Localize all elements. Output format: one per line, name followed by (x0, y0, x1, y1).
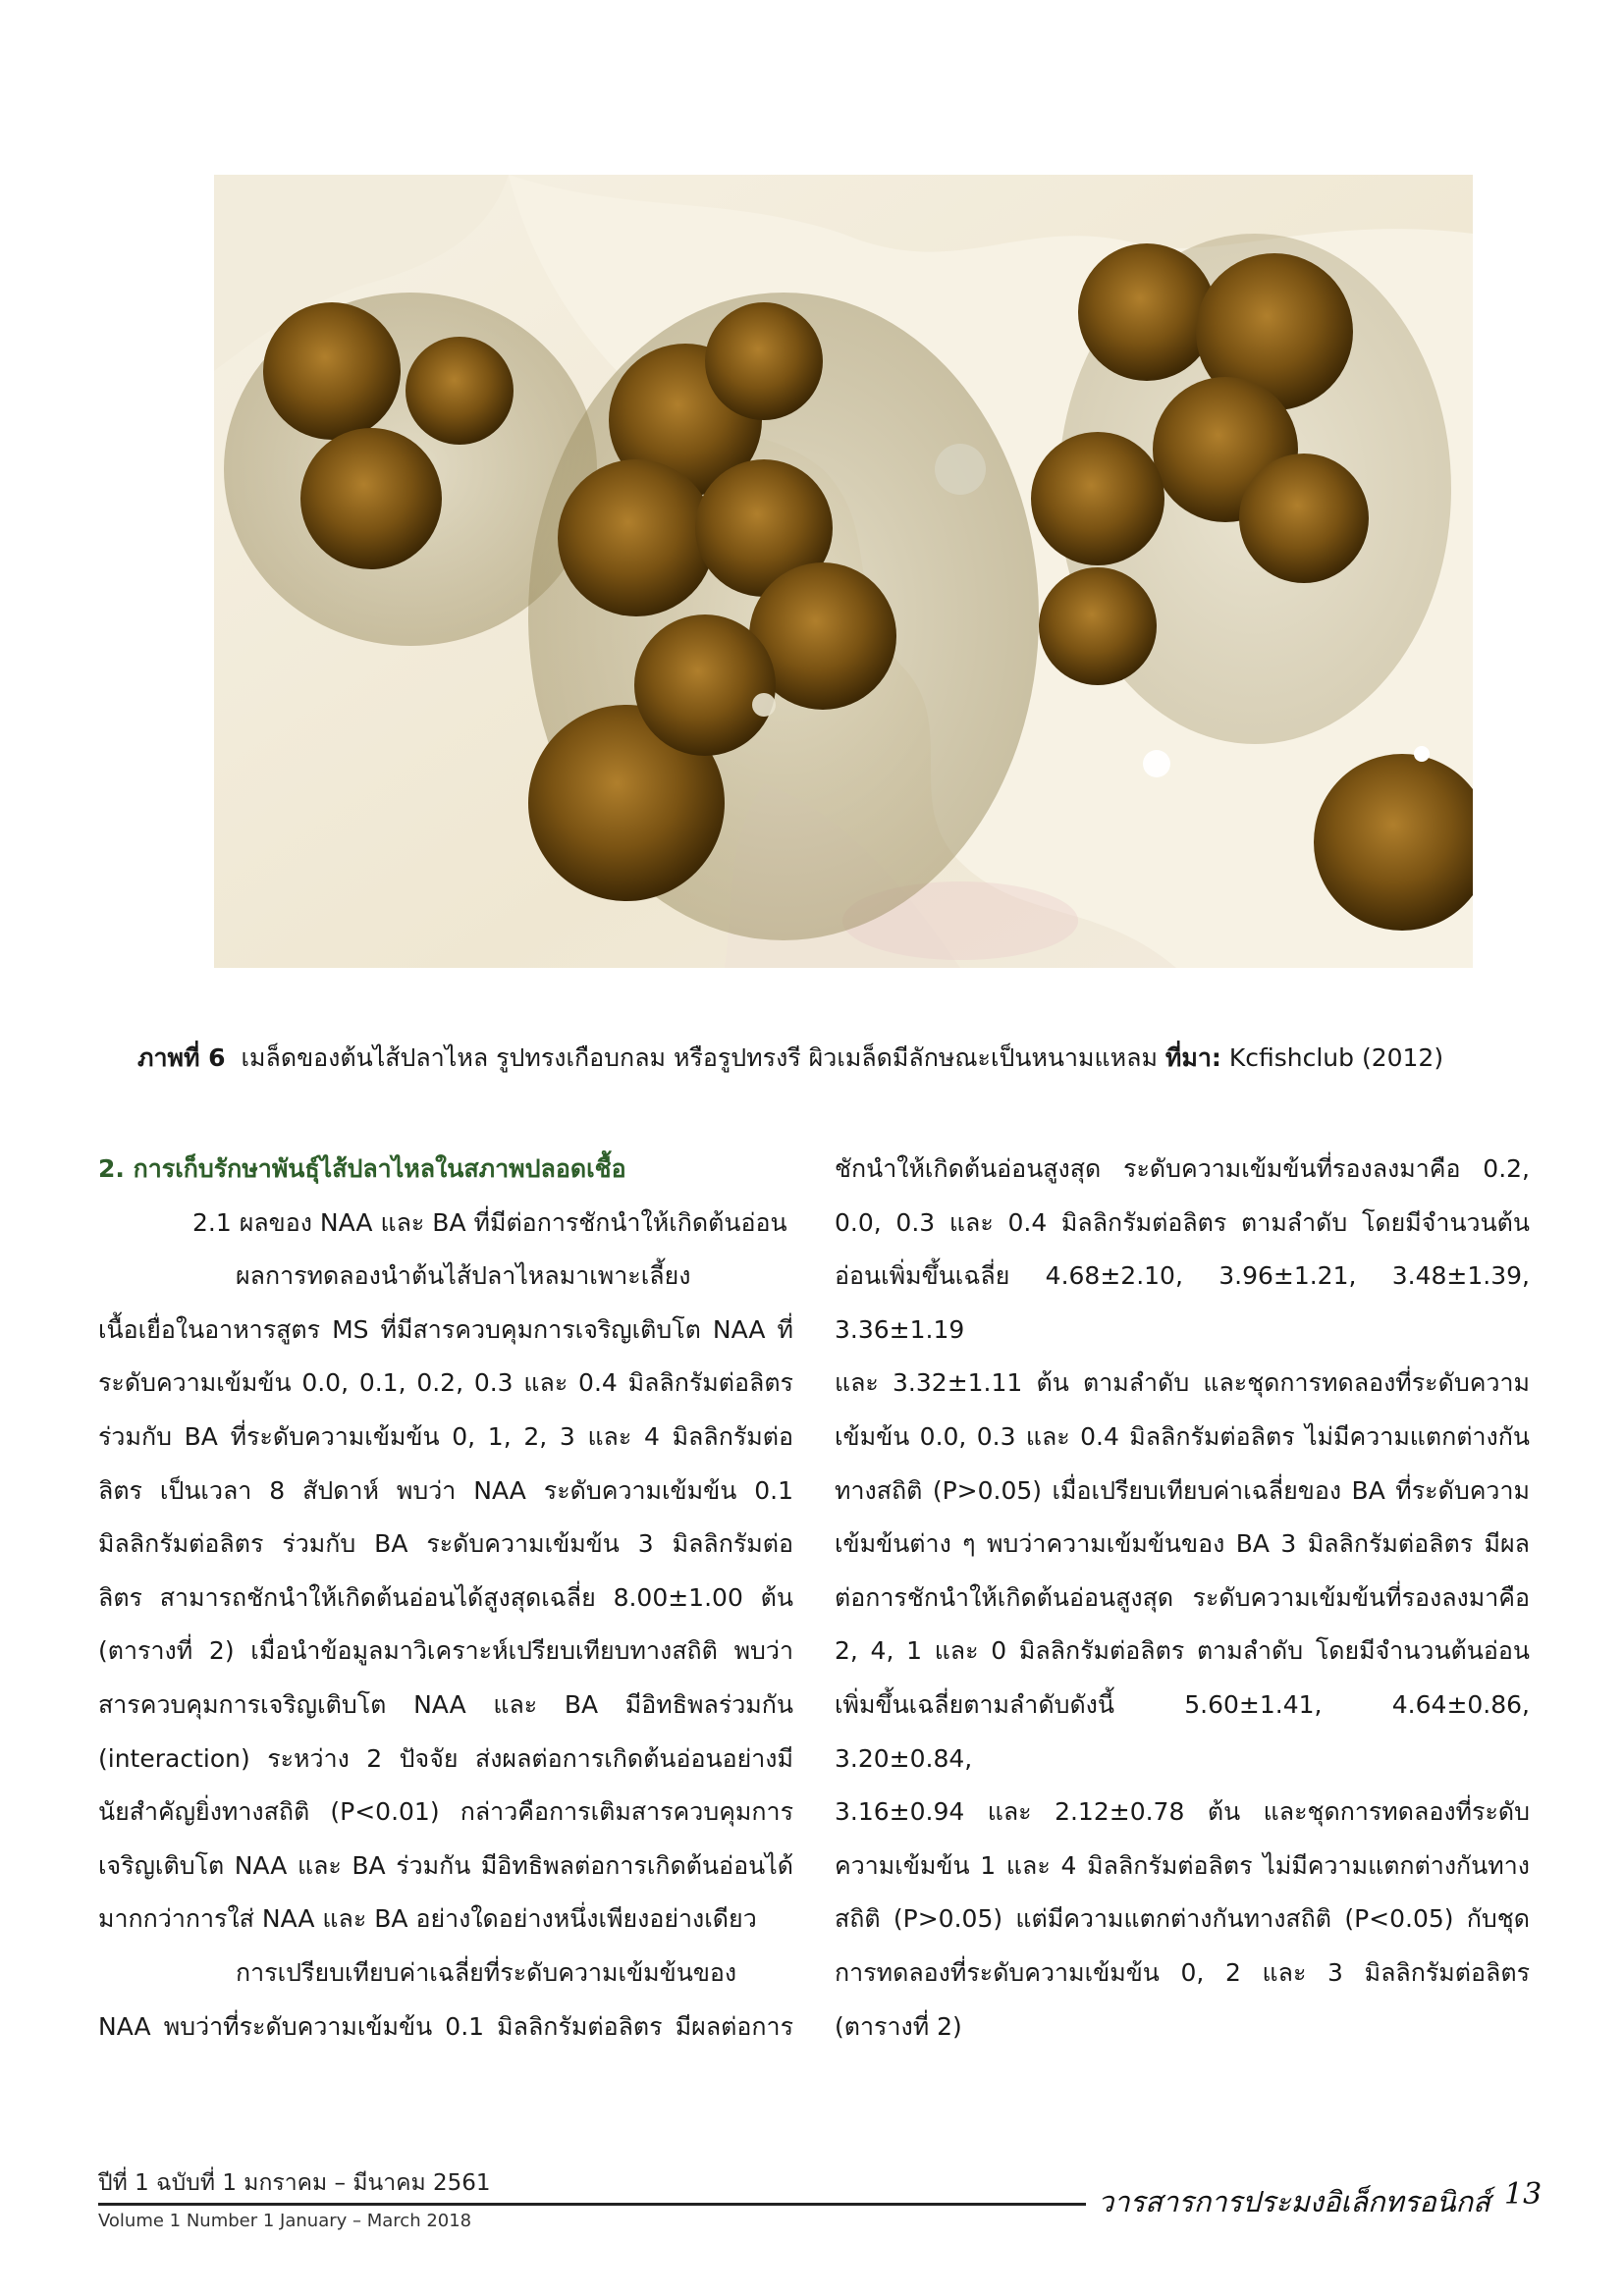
caption-text: เมล็ดของต้นไส้ปลาไหล รูปทรงเกือบกลม หรือรูปทรงรี ผิวเมล็ดมีลักษณะเป็นหนามแหลม (241, 1043, 1158, 1072)
footer-divider (98, 2203, 1086, 2206)
page-number: 13 (1504, 2177, 1543, 2212)
seed-photo (214, 175, 1473, 968)
text-line: (ตารางที่ 2) เมื่อนำข้อมูลมาวิเคราะห์เปรียบเทียบทางสถิติ พบว่า (98, 1636, 793, 1666)
caption-source-label: ที่มา: (1164, 1043, 1221, 1072)
text-line: ทางสถิติ (P>0.05) เมื่อเปรียบเทียบค่าเฉลี่ยของ BA ที่ระดับความ (835, 1475, 1530, 1505)
text-line: 2, 4, 1 และ 0 มิลลิกรัมต่อลิตร ตามลำดับ โดยมีจำนวนต้นอ่อน (835, 1636, 1530, 1666)
text-line: สารควบคุมการเจริญเติบโต NAA และ BA มีอิทธิพลร่วมกัน (98, 1689, 793, 1719)
text-line: (interaction) ระหว่าง 2 ปัจจัย ส่งผลต่อการเกิดต้นอ่อนอย่างมี (98, 1743, 793, 1773)
text-line: ชักนำให้เกิดต้นอ่อนสูงสุด ระดับความเข้มข้นที่รองลงมาคือ 0.2, (835, 1154, 1530, 1183)
text-line: (ตารางที่ 2) (835, 2011, 962, 2041)
footer-issue-english: Volume 1 Number 1 January – March 2018 (98, 2211, 472, 2231)
text-line: NAA พบว่าที่ระดับความเข้มข้น 0.1 มิลลิกรัมต่อลิตร มีผลต่อการ (98, 2011, 793, 2041)
left-column (98, 1143, 793, 2054)
text-line: นัยสำคัญยิ่งทางสถิติ (P<0.01) กล่าวคือการเติมสารควบคุมการ (98, 1797, 793, 1827)
section-heading: 2. การเก็บรักษาพันธุ์ไส้ปลาไหลในสภาพปลอดเชื้อ (98, 1154, 626, 1183)
text-line: 3.16±0.94 และ 2.12±0.78 ต้น และชุดการทดลองที่ระดับ (835, 1797, 1530, 1827)
text-line: การทดลองที่ระดับความเข้มข้น 0, 2 และ 3 มิลลิกรัมต่อลิตร (835, 1957, 1530, 1987)
footer-issue-thai: ปีที่ 1 ฉบับที่ 1 มกราคม – มีนาคม 2561 (98, 2170, 491, 2196)
text-line: ระดับความเข้มข้น 0.0, 0.1, 0.2, 0.3 และ 0.4 มิลลิกรัมต่อลิตร (98, 1368, 793, 1398)
caption-label: ภาพที่ 6 (137, 1043, 226, 1072)
text-line: สถิติ (P>0.05) แต่มีความแตกต่างกันทางสถิติ (P<0.05) กับชุด (835, 1904, 1530, 1934)
text-line: มิลลิกรัมต่อลิตร ร่วมกับ BA ระดับความเข้มข้น 3 มิลลิกรัมต่อ (98, 1529, 793, 1559)
text-line: และ 3.32±1.11 ต้น ตามลำดับ และชุดการทดลองที่ระดับความ (835, 1368, 1530, 1398)
text-line: เข้มข้นต่าง ๆ พบว่าความเข้มข้นของ BA 3 มิลลิกรัมต่อลิตร มีผล (835, 1529, 1530, 1559)
right-column (835, 1143, 1530, 2054)
text-line: เจริญเติบโต NAA และ BA ร่วมกัน มีอิทธิพลต่อการเกิดต้นอ่อนได้ (98, 1850, 793, 1880)
text-line: ความเข้มข้น 1 และ 4 มิลลิกรัมต่อลิตร ไม่มีความแตกต่างกันทาง (835, 1850, 1530, 1880)
text-line: ลิตร เป็นเวลา 8 สัปดาห์ พบว่า NAA ระดับความเข้มข้น 0.1 (98, 1475, 793, 1505)
text-line: 0.0, 0.3 และ 0.4 มิลลิกรัมต่อลิตร ตามลำดับ โดยมีจำนวนต้น (835, 1207, 1530, 1237)
text-line: อ่อนเพิ่มขึ้นเฉลี่ย 4.68±2.10, 3.96±1.21, 3.48±1.39, 3.36±1.19 (835, 1261, 1530, 1344)
text-line: ลิตร สามารถชักนำให้เกิดต้นอ่อนได้สูงสุดเฉลี่ย 8.00±1.00 ต้น (98, 1582, 793, 1612)
text-line: มากกว่าการใส่ NAA และ BA อย่างใดอย่างหนึ่งเพียงอย่างเดียว (98, 1904, 757, 1934)
text-line: การเปรียบเทียบค่าเฉลี่ยที่ระดับความเข้มข้นของ (236, 1957, 737, 1987)
text-line: ร่วมกับ BA ที่ระดับความเข้มข้น 0, 1, 2, 3 และ 4 มิลลิกรัมต่อ (98, 1421, 793, 1451)
text-line: เข้มข้น 0.0, 0.3 และ 0.4 มิลลิกรัมต่อลิตร ไม่มีความแตกต่างกัน (835, 1421, 1530, 1451)
footer-journal-title: วารสารการประมงอิเล็กทรอนิกส์ (1098, 2185, 1490, 2218)
text-line: เพิ่มขึ้นเฉลี่ยตามลำดับดังนี้ 5.60±1.41, 4.64±0.86, 3.20±0.84, (835, 1689, 1530, 1773)
text-line: เนื้อเยื่อในอาหารสูตร MS ที่มีสารควบคุมการเจริญเติบโต NAA ที่ (98, 1314, 793, 1344)
text-line: ต่อการชักนำให้เกิดต้นอ่อนสูงสุด ระดับความเข้มข้นที่รองลงมาคือ (835, 1582, 1530, 1612)
text-line: ผลการทดลองนำต้นไส้ปลาไหลมาเพาะเลี้ยง (236, 1261, 691, 1291)
subsection-heading: 2.1 ผลของ NAA และ BA ที่มีต่อการชักนำให้เกิดต้นอ่อน (192, 1207, 787, 1237)
caption-source: Kcfishclub (2012) (1228, 1043, 1444, 1072)
figure-caption (137, 1039, 1512, 1078)
